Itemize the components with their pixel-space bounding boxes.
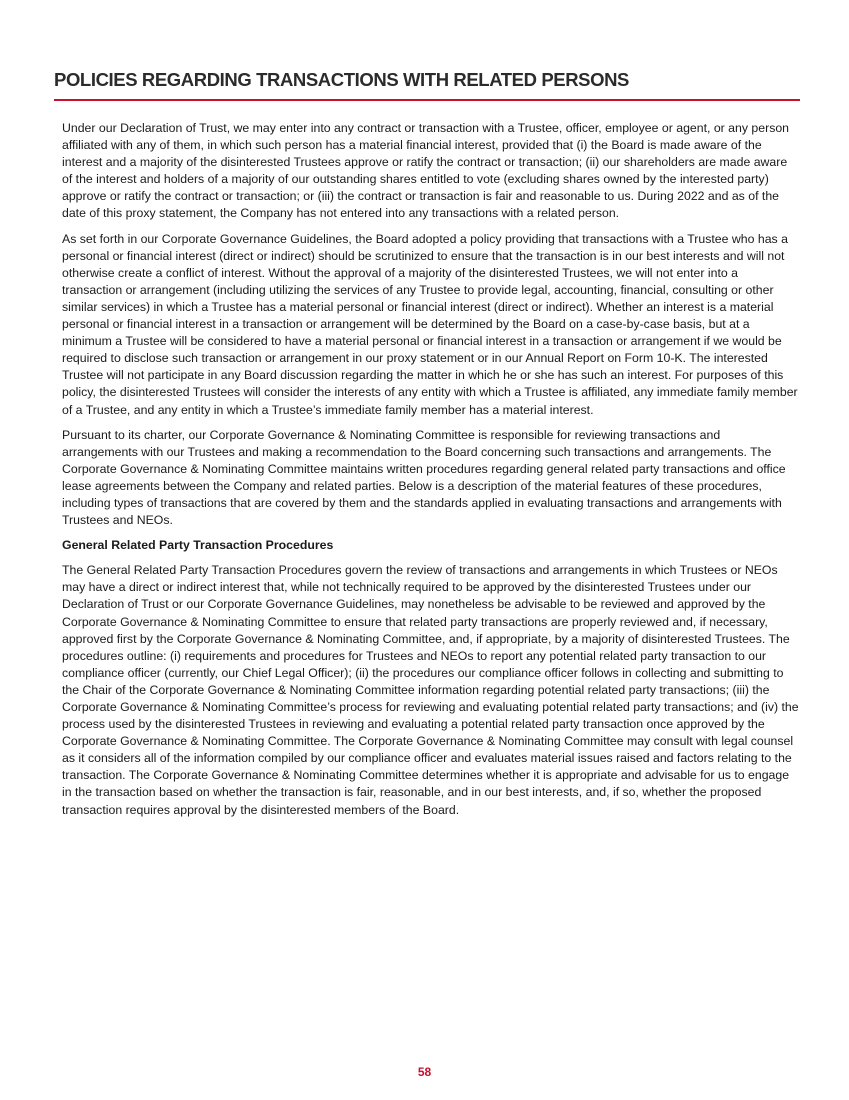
paragraph-declaration-of-trust: Under our Declaration of Trust, we may enter into any contract or transaction with a Trustee, officer, employee or agent, or any person affiliated with any of them, in which such person has a material financial interest, provided that (i) the Board is made aware of the interest and a majority of the disinterested Trustees approve or ratify the contract or transaction; (ii) our shareholders are made aware of the interest and holders of a majority of our outstanding shares entitled to vote (excluding shares owned by the interested party) approve or ratify the contract or transaction; or (iii) the contract or transaction is fair and reasonable to us. During 2022 and as of the date of this proxy statement, the Company has not entered into any transactions with a related person. xyxy=(62,121,790,221)
document-body xyxy=(62,120,799,827)
section-subheading: General Related Party Transaction Procedures xyxy=(62,538,334,553)
page-title: POLICIES REGARDING TRANSACTIONS WITH RELATED PERSONS xyxy=(54,69,629,90)
page-header xyxy=(54,68,800,101)
paragraph-general-procedures: The General Related Party Transaction Procedures govern the review of transactions and arrangements in which Trustees or NEOs may have a direct or indirect interest that, while not technically required to be approved by the disinterested Trustees under our Declaration of Trust or our Corporate Governance Guidelines, may nonetheless be advisable to be reviewed and approved by the Corporate Governance & Nominating Committee to ensure that related party transactions are properly reviewed and, if necessary, approved first by the Corporate Governance & Nominating Committee, and, if appropriate, by a majority of disinterested Trustees. The procedures outline: (i) requirements and procedures for Trustees and NEOs to report any potential related party transaction to our compliance officer (currently, our Chief Legal Officer); (ii) the procedures our compliance officer follows in collecting and submitting to the Chair of the Corporate Governance & Nominating Committee information regarding potential related party transactions; (iii) the Corporate Governance & Nominating Committee’s process for reviewing and evaluating potential related party transactions; and (iv) the process used by the disinterested Trustees in reviewing and evaluating a potential related party transaction once approved by the Corporate Governance & Nominating Committee. The Corporate Governance & Nominating Committee may consult with legal counsel as it considers all of the information compiled by our compliance officer and evaluates material issues raised and factors relating to the transaction. The Corporate Governance & Nominating Committee determines whether it is appropriate and advisable for us to engage in the transaction based on whether the transaction is fair, reasonable, and in our best interests, and, if so, whether the proposed transaction requires approval by the disinterested members of the Board. xyxy=(62,563,799,817)
page-number: 58 xyxy=(417,1065,432,1079)
paragraph-committee-charter: Pursuant to its charter, our Corporate Governance & Nominating Committee is responsible for reviewing transactions and arrangements with our Trustees and making a recommendation to the Board concerning such transactions and arrangements. The Corporate Governance & Nominating Committee maintains written procedures regarding general related party transactions and office lease agreements between the Company and related parties. Below is a description of the material features of these procedures, including types of transactions that are covered by them and the standards applied in evaluating transactions and arrangements with Trustees and NEOs. xyxy=(62,427,786,528)
title-divider xyxy=(54,99,800,101)
paragraph-governance-guidelines: As set forth in our Corporate Governance Guidelines, the Board adopted a policy providing that transactions with a Trustee who has a personal or financial interest (direct or indirect) should be scrutinized to ensure that the transaction is in our best interests and will not otherwise create a conflict of interest. Without the approval of a majority of the disinterested Trustees, we will not enter into a transaction or arrangement (including utilizing the services of any Trustee to provide legal, accounting, financial, consulting or other similar services) in which a Trustee has a material personal or financial interest (direct or indirect). Whether an interest is a material personal or financial interest in a transaction or arrangement will be determined by the Board on a case-by-case basis, but at a minimum a Trustee will be considered to have a material personal or financial interest in a transaction or arrangement if we would be required to disclose such transaction or arrangement in our proxy statement or in our Annual Report on Form 10-K. The interested Trustee will not participate in any Board discussion regarding the matter in which he or she has such an interest. For purposes of this policy, the disinterested Trustees will consider the interests of any entity with which a Trustee is affiliated, any immediate family member of a Trustee, and any entity in which a Trustee’s immediate family member has a material interest. xyxy=(62,231,798,417)
